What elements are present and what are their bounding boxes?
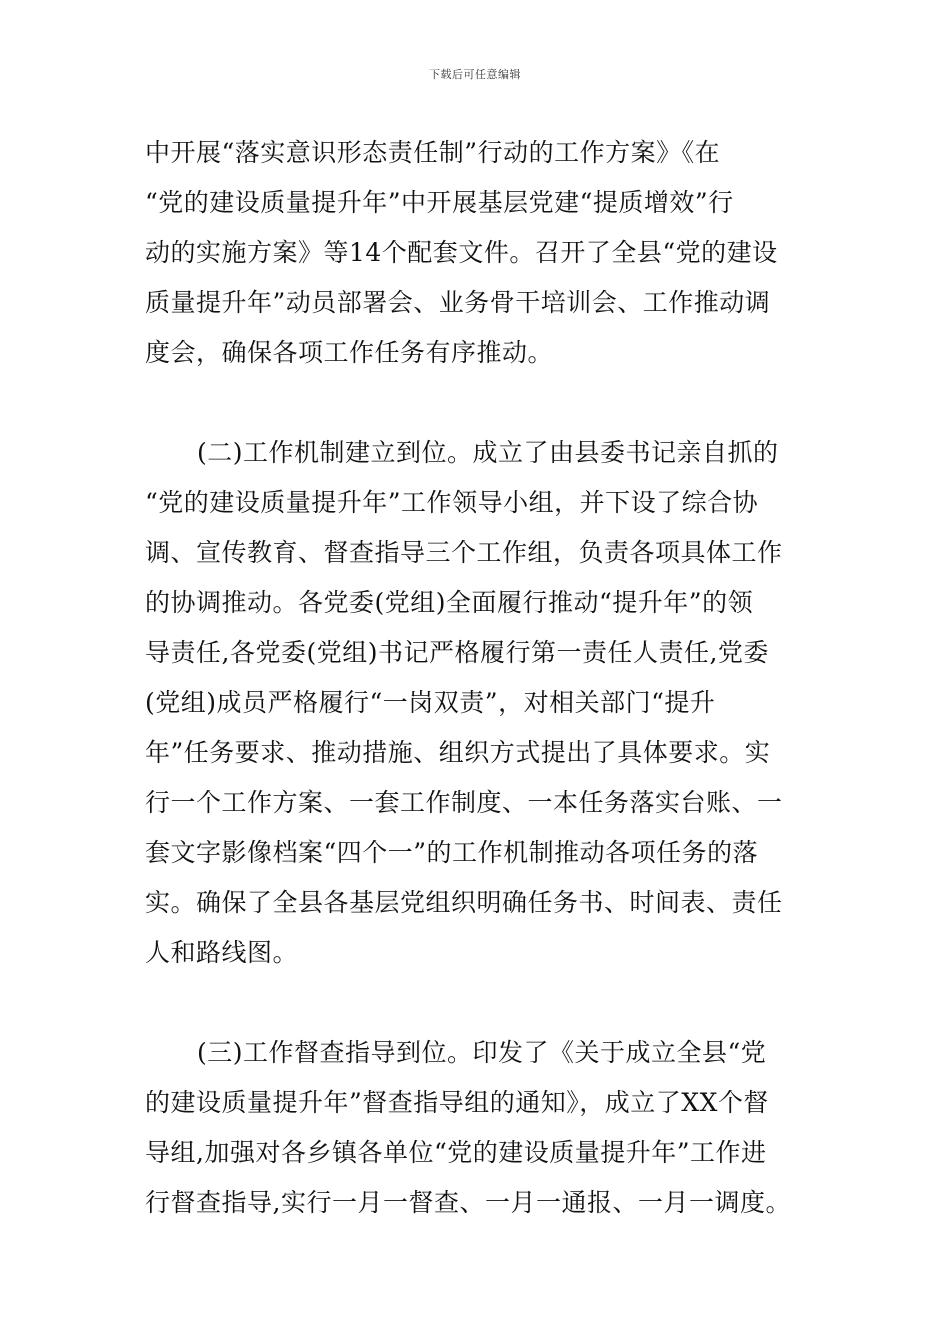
- paragraph-line: 的协调推动。各党委(党组)全面履行推动“提升年”的领: [145, 588, 754, 617]
- paragraph-1: [145, 128, 835, 378]
- paragraph-gap: [145, 378, 835, 428]
- paragraph-2: [145, 428, 835, 978]
- paragraph-line: 动的实施方案》等14个配套文件。召开了全县“党的建设: [145, 238, 778, 267]
- paragraph-line: “党的建设质量提升年”中开展基层党建“提质增效”行: [145, 188, 734, 217]
- paragraph-line: 导责任,各党委(党组)书记严格履行第一责任人责任,党委: [145, 638, 769, 667]
- paragraph-line: 实。确保了全县各基层党组织明确任务书、时间表、责任: [145, 888, 783, 917]
- page-header: 下载后可任意编辑: [429, 68, 521, 81]
- paragraph-line: 导组,加强对各乡镇各单位“党的建设质量提升年”工作进: [145, 1138, 767, 1167]
- paragraph-line: 行一个工作方案、一套工作制度、一本任务落实台账、一: [145, 788, 783, 817]
- paragraph-line: 的建设质量提升年”督查指导组的通知》，成立了XX个督: [145, 1088, 769, 1117]
- paragraph-line: (二)工作机制建立到位。成立了由县委书记亲自抓的: [197, 438, 779, 467]
- paragraph-line: 调、宣传教育、督查指导三个工作组，负责各项具体工作: [145, 538, 783, 567]
- paragraph-line: 套文字影像档案“四个一”的工作机制推动各项任务的落: [145, 838, 759, 867]
- paragraph-line: 行督查指导,实行一月一督查、一月一通报、一月一调度。: [145, 1188, 791, 1217]
- paragraph-line: 人和路线图。: [145, 938, 299, 967]
- paragraph-3: [145, 1028, 835, 1228]
- document-body: [145, 128, 835, 1228]
- paragraph-line: (党组)成员严格履行“一岗双责”，对相关部门“提升: [145, 688, 716, 717]
- paragraph-line: “党的建设质量提升年”工作领导小组，并下设了综合协: [145, 488, 759, 517]
- paragraph-gap: [145, 978, 835, 1028]
- paragraph-line: (三)工作督查指导到位。印发了《关于成立全县“党: [197, 1038, 767, 1067]
- paragraph-line: 中开展“落实意识形态责任制”行动的工作方案》《在: [145, 138, 721, 167]
- paragraph-line: 质量提升年”动员部署会、业务骨干培训会、工作推动调: [145, 288, 771, 317]
- paragraph-line: 年”任务要求、推动措施、组织方式提出了具体要求。实: [145, 738, 771, 767]
- paragraph-line: 度会，确保各项工作任务有序推动。: [145, 338, 554, 367]
